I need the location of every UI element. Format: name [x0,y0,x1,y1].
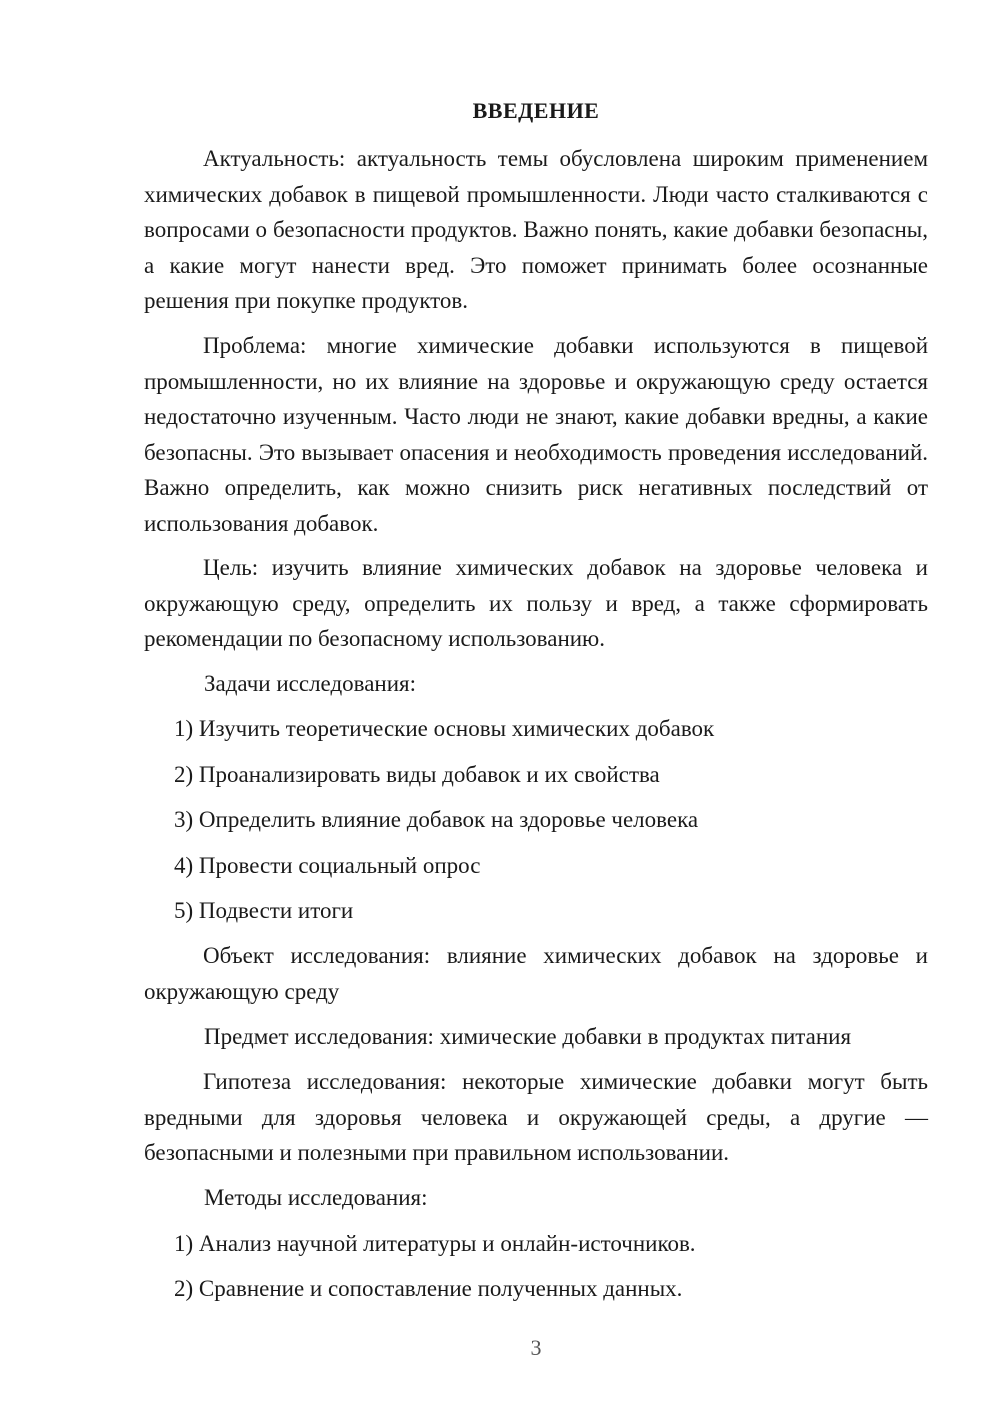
hypothesis-paragraph: Гипотеза исследования: некоторые химические добавки могут быть вредными для здоровья человека и окружающей среды, а другие — безопасными и полезными при правильном использовании. [144,1069,928,1165]
methods-heading: Методы исследования: [204,1185,428,1210]
relevance-paragraph: Актуальность: актуальность темы обусловлена широким применением химических добавок в пищевой промышленности. Люди часто сталкиваются с вопросами о безопасности продуктов. Важно понять, какие добавки безопасны, а какие могут нанести вред. Это поможет принимать более осознанные решения при покупке продуктов. [144,146,928,313]
subject-paragraph: Предмет исследования: химические добавки в продуктах питания [204,1024,852,1049]
task-item-1: 1) Изучить теоретические основы химических добавок [174,716,715,741]
object-paragraph: Объект исследования: влияние химических добавок на здоровье и окружающую среду [144,943,928,1004]
method-item-2: 2) Сравнение и сопоставление полученных данных. [174,1276,683,1301]
page-title: ВВЕДЕНИЕ [472,98,600,123]
task-item-2: 2) Проанализировать виды добавок и их свойства [174,762,660,787]
problem-paragraph: Проблема: многие химические добавки используются в пищевой промышленности, но их влияние на здоровье и окружающую среду остается недостаточно изученным. Часто люди не знают, какие добавки вредны, а какие безопасны. Это вызывает опасения и необходимость проведения исследований. Важно определить, как можно снизить риск негативных последствий от использования добавок. [144,333,928,536]
method-item-1: 1) Анализ научной литературы и онлайн-источников. [174,1231,696,1256]
task-item-4: 4) Провести социальный опрос [174,853,481,878]
task-item-3: 3) Определить влияние добавок на здоровье человека [174,807,699,832]
goal-paragraph: Цель: изучить влияние химических добавок на здоровье человека и окружающую среду, определить их пользу и вред, а также сформировать рекомендации по безопасному использованию. [144,555,928,651]
page-number: 3 [530,1335,542,1360]
tasks-heading: Задачи исследования: [204,671,417,696]
task-item-5: 5) Подвести итоги [174,898,354,923]
